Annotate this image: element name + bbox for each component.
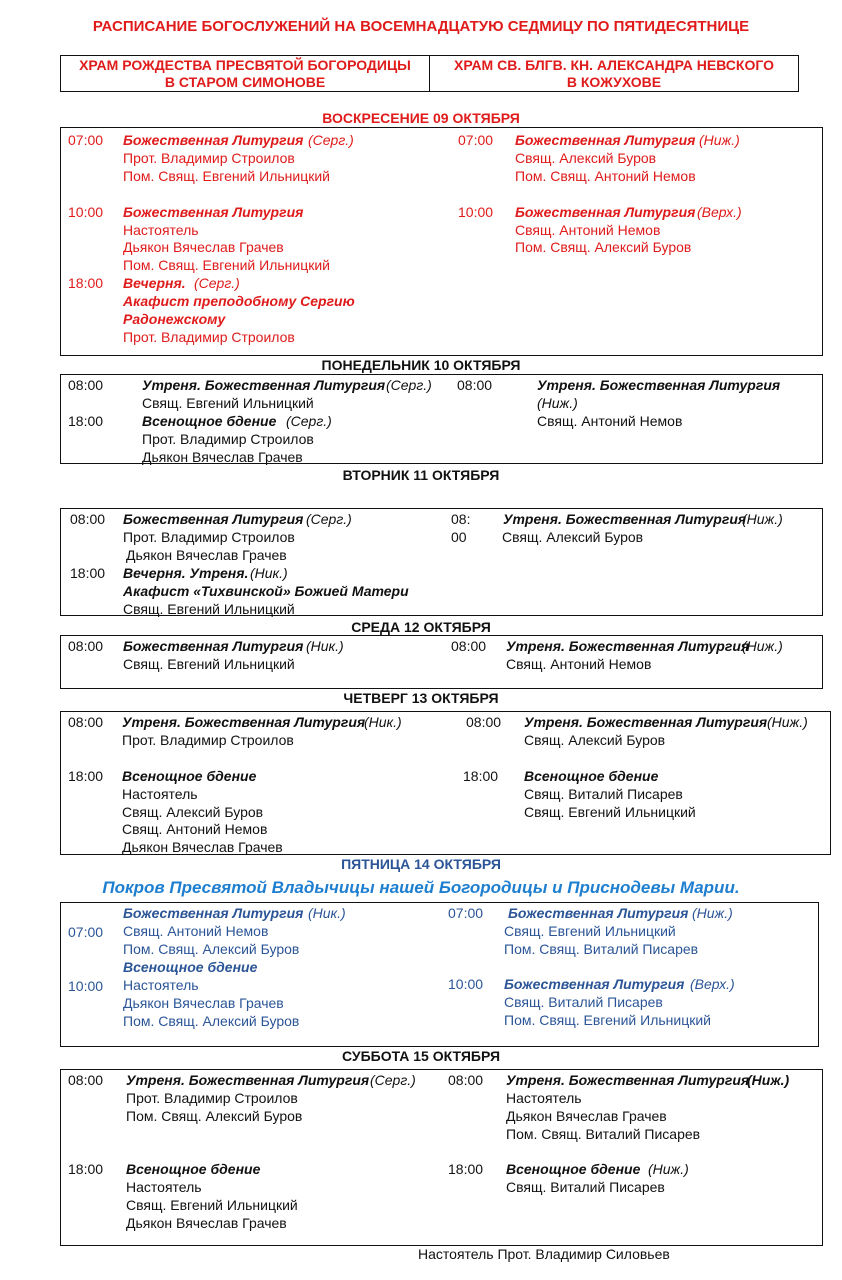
schedule-line-friday: Пом. Свящ. Виталий Писарев	[504, 941, 699, 957]
schedule-line-friday: Свящ. Виталий Писарев	[504, 994, 663, 1010]
schedule-line-friday: Пом. Свящ. Алексий Буров	[123, 1013, 300, 1029]
schedule-line-saturday: Дьякон Вячеслав Грачев	[126, 1215, 287, 1231]
schedule-line-thursday: Свящ. Алексий Буров	[524, 732, 666, 748]
day-title-thursday: ЧЕТВЕРГ 13 ОКТЯБРЯ	[343, 690, 499, 706]
schedule-line-saturday: (Ниж.)	[747, 1072, 790, 1088]
schedule-line-friday: Божественная Литургия	[123, 905, 304, 921]
schedule-line-monday: (Ниж.)	[537, 395, 578, 411]
schedule-line-friday: Пом. Свящ. Евгений Ильницкий	[504, 1012, 712, 1028]
schedule-line-sunday: Пом. Свящ. Алексий Буров	[515, 239, 692, 255]
schedule-line-saturday: Пом. Свящ. Виталий Писарев	[506, 1126, 701, 1142]
church-header	[60, 55, 799, 92]
schedule-line-sunday: Радонежскому	[123, 311, 226, 327]
schedule-line-sunday: 10:00	[68, 204, 104, 220]
church-left	[61, 56, 429, 91]
schedule-line-thursday: Утреня. Божественная Литургия	[122, 714, 366, 730]
schedule-line-thursday: Утреня. Божественная Литургия	[524, 714, 768, 730]
schedule-line-friday: Божественная Литургия	[504, 976, 685, 992]
schedule-line-sunday: 07:00	[68, 132, 104, 148]
schedule-line-tuesday: 00	[451, 529, 467, 545]
schedule-line-tuesday: Утреня. Божественная Литургия	[503, 511, 747, 527]
schedule-line-monday: Всенощное бдение	[142, 413, 277, 429]
schedule-line-saturday: Пом. Свящ. Алексий Буров	[126, 1108, 303, 1124]
schedule-line-wednesday: Свящ. Евгений Ильницкий	[123, 656, 295, 672]
schedule-line-tuesday: Прот. Владимир Строилов	[123, 529, 295, 545]
schedule-line-monday: Утреня. Божественная Литургия	[142, 377, 386, 393]
schedule-line-tuesday: (Серг.)	[306, 511, 352, 527]
schedule-line-saturday: Прот. Владимир Строилов	[126, 1090, 298, 1106]
schedule-line-saturday: Утреня. Божественная Литургия	[506, 1072, 750, 1088]
schedule-line-saturday: (Серг.)	[370, 1072, 416, 1088]
schedule-line-sunday: 07:00	[458, 132, 494, 148]
schedule-line-saturday: Всенощное бдение	[506, 1161, 641, 1177]
church-right-line1: ХРАМ СВ. БЛГВ. КН. АЛЕКСАНДРА НЕВСКОГО	[454, 57, 774, 73]
schedule-line-friday: (Ник.)	[308, 905, 346, 921]
schedule-line-thursday: Дьякон Вячеслав Грачев	[122, 839, 283, 855]
schedule-line-tuesday: Божественная Литургия	[123, 511, 304, 527]
schedule-line-sunday: 10:00	[458, 204, 494, 220]
schedule-line-thursday: 08:00	[68, 714, 104, 730]
schedule-line-saturday: Настоятель	[126, 1179, 202, 1195]
day-title-tuesday: ВТОРНИК 11 ОКТЯБРЯ	[342, 467, 500, 483]
schedule-line-thursday: Свящ. Евгений Ильницкий	[524, 804, 696, 820]
schedule-line-tuesday: 08:	[451, 511, 471, 527]
schedule-line-tuesday: 18:00	[70, 565, 106, 581]
schedule-line-thursday: Настоятель	[122, 786, 198, 802]
schedule-line-monday: (Серг.)	[286, 413, 332, 429]
schedule-line-sunday: Божественная Литургия	[123, 204, 304, 220]
schedule-line-friday: (Ниж.)	[692, 905, 733, 921]
schedule-line-wednesday: (Ник.)	[306, 638, 344, 654]
schedule-line-sunday: Пом. Свящ. Евгений Ильницкий	[123, 168, 331, 184]
schedule-line-monday: Свящ. Евгений Ильницкий	[142, 395, 314, 411]
schedule-line-saturday: Свящ. Евгений Ильницкий	[126, 1197, 298, 1213]
schedule-line-friday: 07:00	[448, 905, 484, 921]
schedule-line-thursday: Всенощное бдение	[122, 768, 257, 784]
schedule-line-thursday: 18:00	[68, 768, 104, 784]
schedule-line-tuesday: (Ниж.)	[742, 511, 783, 527]
schedule-line-saturday: (Ниж.)	[648, 1161, 689, 1177]
day-title-monday: ПОНЕДЕЛЬНИК 10 ОКТЯБРЯ	[321, 357, 521, 373]
schedule-line-sunday: (Серг.)	[308, 132, 354, 148]
schedule-line-wednesday: 08:00	[451, 638, 487, 654]
schedule-line-monday: Свящ. Антоний Немов	[537, 413, 683, 429]
schedule-line-sunday: 18:00	[68, 275, 104, 291]
schedule-line-wednesday: 08:00	[68, 638, 104, 654]
schedule-line-saturday: Утреня. Божественная Литургия	[126, 1072, 370, 1088]
schedule-line-friday: Пом. Свящ. Алексий Буров	[123, 941, 300, 957]
schedule-line-monday: Утреня. Божественная Литургия	[537, 377, 781, 393]
schedule-line-saturday: Свящ. Виталий Писарев	[506, 1179, 665, 1195]
schedule-line-sunday: Прот. Владимир Строилов	[123, 329, 295, 345]
schedule-line-wednesday: (Ниж.)	[742, 638, 783, 654]
schedule-line-saturday: 08:00	[448, 1072, 484, 1088]
schedule-line-sunday: Божественная Литургия	[123, 132, 304, 148]
schedule-line-tuesday: 08:00	[70, 511, 106, 527]
schedule-line-tuesday: (Ник.)	[250, 565, 288, 581]
feast-title: Покров Пресвятой Владычицы нашей Богородицы и Приснодевы Марии.	[102, 878, 740, 897]
schedule-line-sunday: Пом. Свящ. Антоний Немов	[515, 168, 696, 184]
schedule-line-sunday: Дьякон Вячеслав Грачев	[123, 239, 284, 255]
schedule-line-thursday: Свящ. Виталий Писарев	[524, 786, 683, 802]
schedule-line-wednesday: Свящ. Антоний Немов	[506, 656, 652, 672]
schedule-line-thursday: Всенощное бдение	[524, 768, 659, 784]
schedule-line-sunday: Божественная Литургия	[515, 204, 696, 220]
schedule-line-friday: Свящ. Евгений Ильницкий	[504, 923, 676, 939]
schedule-line-sunday: Прот. Владимир Строилов	[123, 150, 295, 166]
schedule-line-friday: 10:00	[448, 976, 484, 992]
schedule-line-thursday: Свящ. Антоний Немов	[122, 821, 268, 837]
schedule-line-wednesday: Утреня. Божественная Литургия	[506, 638, 750, 654]
schedule-line-sunday: Свящ. Антоний Немов	[515, 222, 661, 238]
schedule-line-sunday: Божественная Литургия	[515, 132, 696, 148]
schedule-line-friday: Всенощное бдение	[123, 959, 258, 975]
schedule-line-monday: (Серг.)	[386, 377, 432, 393]
schedule-line-saturday: 08:00	[68, 1072, 104, 1088]
church-right-line2: В КОЖУХОВЕ	[566, 74, 662, 90]
schedule-line-thursday: (Ник.)	[364, 714, 402, 730]
schedule-line-sunday: (Верх.)	[697, 204, 742, 220]
schedule-line-friday: 07:00	[68, 924, 104, 940]
signature: Настоятель Прот. Владимир Силовьев	[418, 1246, 670, 1262]
day-title-friday: ПЯТНИЦА 14 ОКТЯБРЯ	[341, 856, 501, 872]
schedule-line-sunday: Акафист преподобному Сергию	[123, 293, 355, 309]
schedule-line-saturday: Настоятель	[506, 1090, 582, 1106]
schedule-line-tuesday: Дьякон Вячеслав Грачев	[126, 547, 287, 563]
schedule-line-sunday: Свящ. Алексий Буров	[515, 150, 657, 166]
schedule-line-sunday: (Серг.)	[194, 275, 240, 291]
schedule-line-thursday: Свящ. Алексий Буров	[122, 804, 264, 820]
schedule-line-friday: Божественная Литургия	[508, 905, 689, 921]
schedule-line-monday: Прот. Владимир Строилов	[142, 431, 314, 447]
day-title-saturday: СУББОТА 15 ОКТЯБРЯ	[341, 1048, 501, 1064]
schedule-line-monday: 08:00	[68, 377, 104, 393]
schedule-line-wednesday: Божественная Литургия	[123, 638, 304, 654]
schedule-line-tuesday: Свящ. Евгений Ильницкий	[123, 601, 295, 617]
page-title: РАСПИСАНИЕ БОГОСЛУЖЕНИЙ НА ВОСЕМНАДЦАТУЮ СЕДМИЦУ ПО ПЯТИДЕСЯТНИЦЕ	[92, 18, 750, 35]
schedule-line-friday: Свящ. Антоний Немов	[123, 923, 269, 939]
church-left-line2: В СТАРОМ СИМОНОВЕ	[164, 74, 326, 90]
schedule-line-sunday: Пом. Свящ. Евгений Ильницкий	[123, 257, 331, 273]
schedule-line-saturday: 18:00	[68, 1161, 104, 1177]
schedule-line-thursday: (Ниж.)	[767, 714, 808, 730]
schedule-line-sunday: (Ниж.)	[699, 132, 740, 148]
schedule-line-friday: Дьякон Вячеслав Грачев	[123, 995, 284, 1011]
schedule-line-sunday: Вечерня.	[123, 275, 186, 291]
schedule-line-monday: Дьякон Вячеслав Грачев	[142, 449, 303, 465]
schedule-line-tuesday: Свящ. Алексий Буров	[502, 529, 644, 545]
schedule-line-saturday: 18:00	[448, 1161, 484, 1177]
schedule-line-friday: Настоятель	[123, 977, 199, 993]
schedule-line-tuesday: Акафист «Тихвинской» Божией Матери	[123, 583, 409, 599]
schedule-line-thursday: 08:00	[466, 714, 502, 730]
schedule-line-tuesday: Вечерня. Утреня.	[123, 565, 249, 581]
schedule-line-friday: (Верх.)	[690, 976, 735, 992]
day-title-wednesday: СРЕДА 12 ОКТЯБРЯ	[351, 619, 491, 635]
schedule-line-saturday: Дьякон Вячеслав Грачев	[506, 1108, 667, 1124]
schedule-line-monday: 18:00	[68, 413, 104, 429]
schedule-line-thursday: Прот. Владимир Строилов	[122, 732, 294, 748]
day-title-sunday: ВОСКРЕСЕНИЕ 09 ОКТЯБРЯ	[322, 110, 520, 126]
church-left-line1: ХРАМ РОЖДЕСТВА ПРЕСВЯТОЙ БОГОРОДИЦЫ	[79, 57, 411, 73]
schedule-line-monday: 08:00	[457, 377, 493, 393]
schedule-line-friday: 10:00	[68, 978, 104, 994]
church-right	[429, 56, 798, 91]
schedule-line-sunday: Настоятель	[123, 222, 199, 238]
schedule-line-saturday: Всенощное бдение	[126, 1161, 261, 1177]
schedule-line-thursday: 18:00	[463, 768, 499, 784]
